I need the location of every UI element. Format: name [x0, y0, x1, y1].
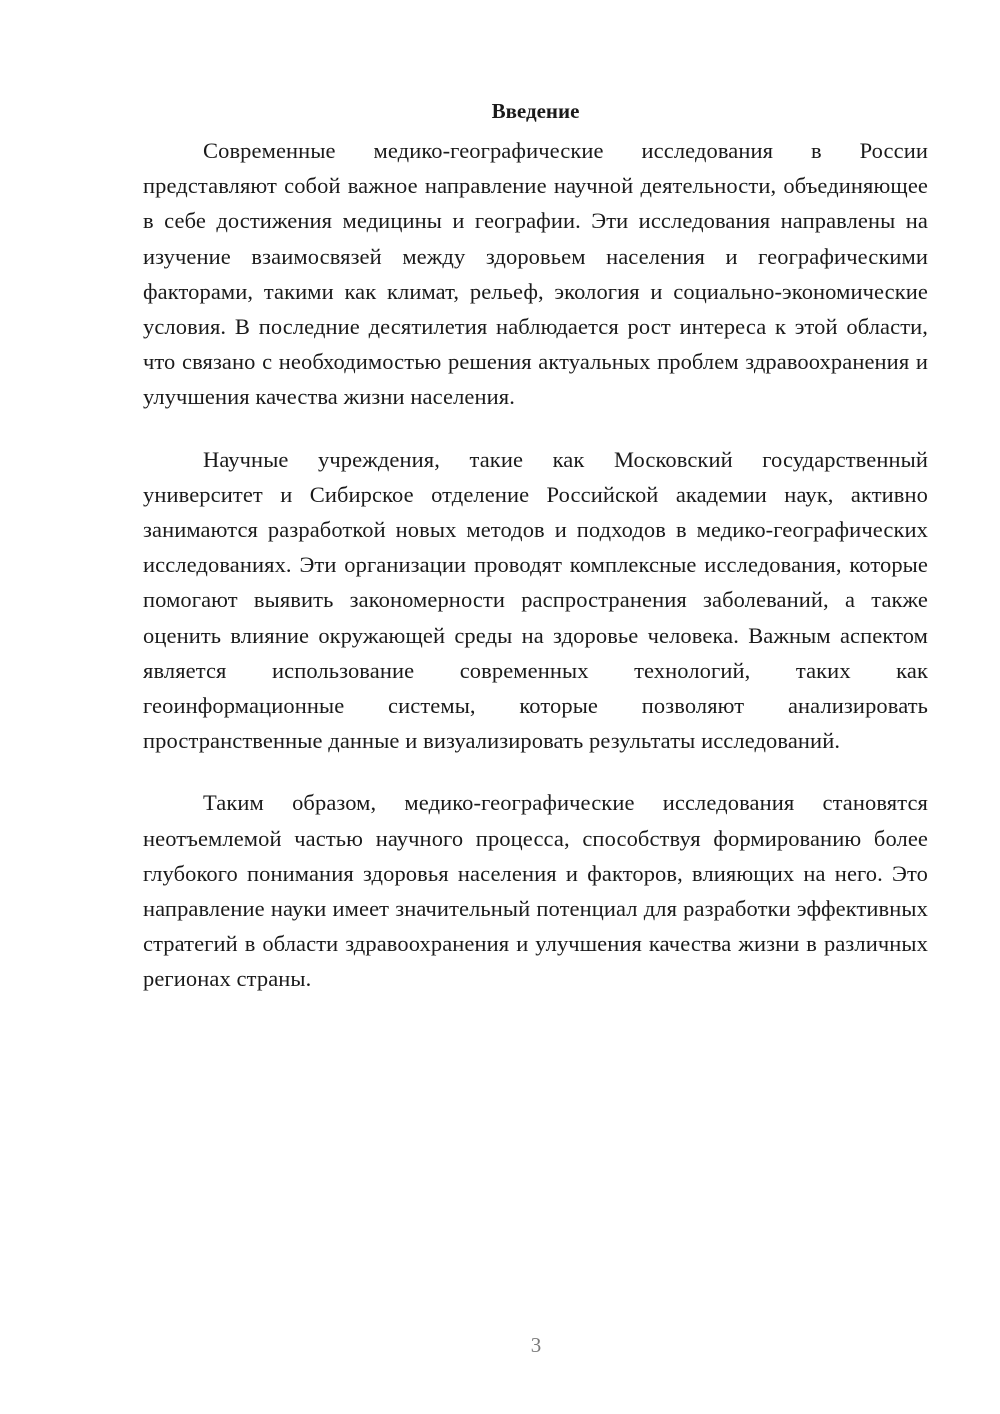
- paragraph-2: Научные учреждения, такие как Московский государственный университет и Сибирское отделение Российской академии наук, активно занимаются разработкой новых методов и подходов в медико-географических исследованиях. Эти организации проводят комплексные исследования, которые помогают выявить закономерности распространения заболеваний, а также оценить влияние окружающей среды на здоровье человека. Важным аспектом является использование современных технологий, таких как геоинформационные системы, которые позволяют анализировать пространственные данные и визуализировать результаты исследований.: [143, 446, 928, 754]
- paragraph-3: Таким образом, медико-географические исследования становятся неотъемлемой частью научного процесса, способствуя формированию более глубокого понимания здоровья населения и факторов, влияющих на него. Это направление науки имеет значительный потенциал для разработки эффективных стратегий в области здравоохранения и улучшения качества жизни в различных регионах страны.: [143, 790, 928, 992]
- paragraph-1: Современные медико-географические исследования в России представляют собой важное направление научной деятельности, объединяющее в себе достижения медицины и географии. Эти исследования направлены на изучение взаимосвязей между здоровьем населения и географическими факторами, такими как климат, рельеф, экология и социально-экономические условия. В последние десятилетия наблюдается рост интереса к этой области, что связано с необходимостью решения актуальных проблем здравоохранения и улучшения качества жизни населения.: [143, 138, 928, 410]
- section-heading: Введение: [491, 99, 580, 123]
- page-content: [143, 96, 928, 1024]
- page-number: 3: [530, 1333, 542, 1357]
